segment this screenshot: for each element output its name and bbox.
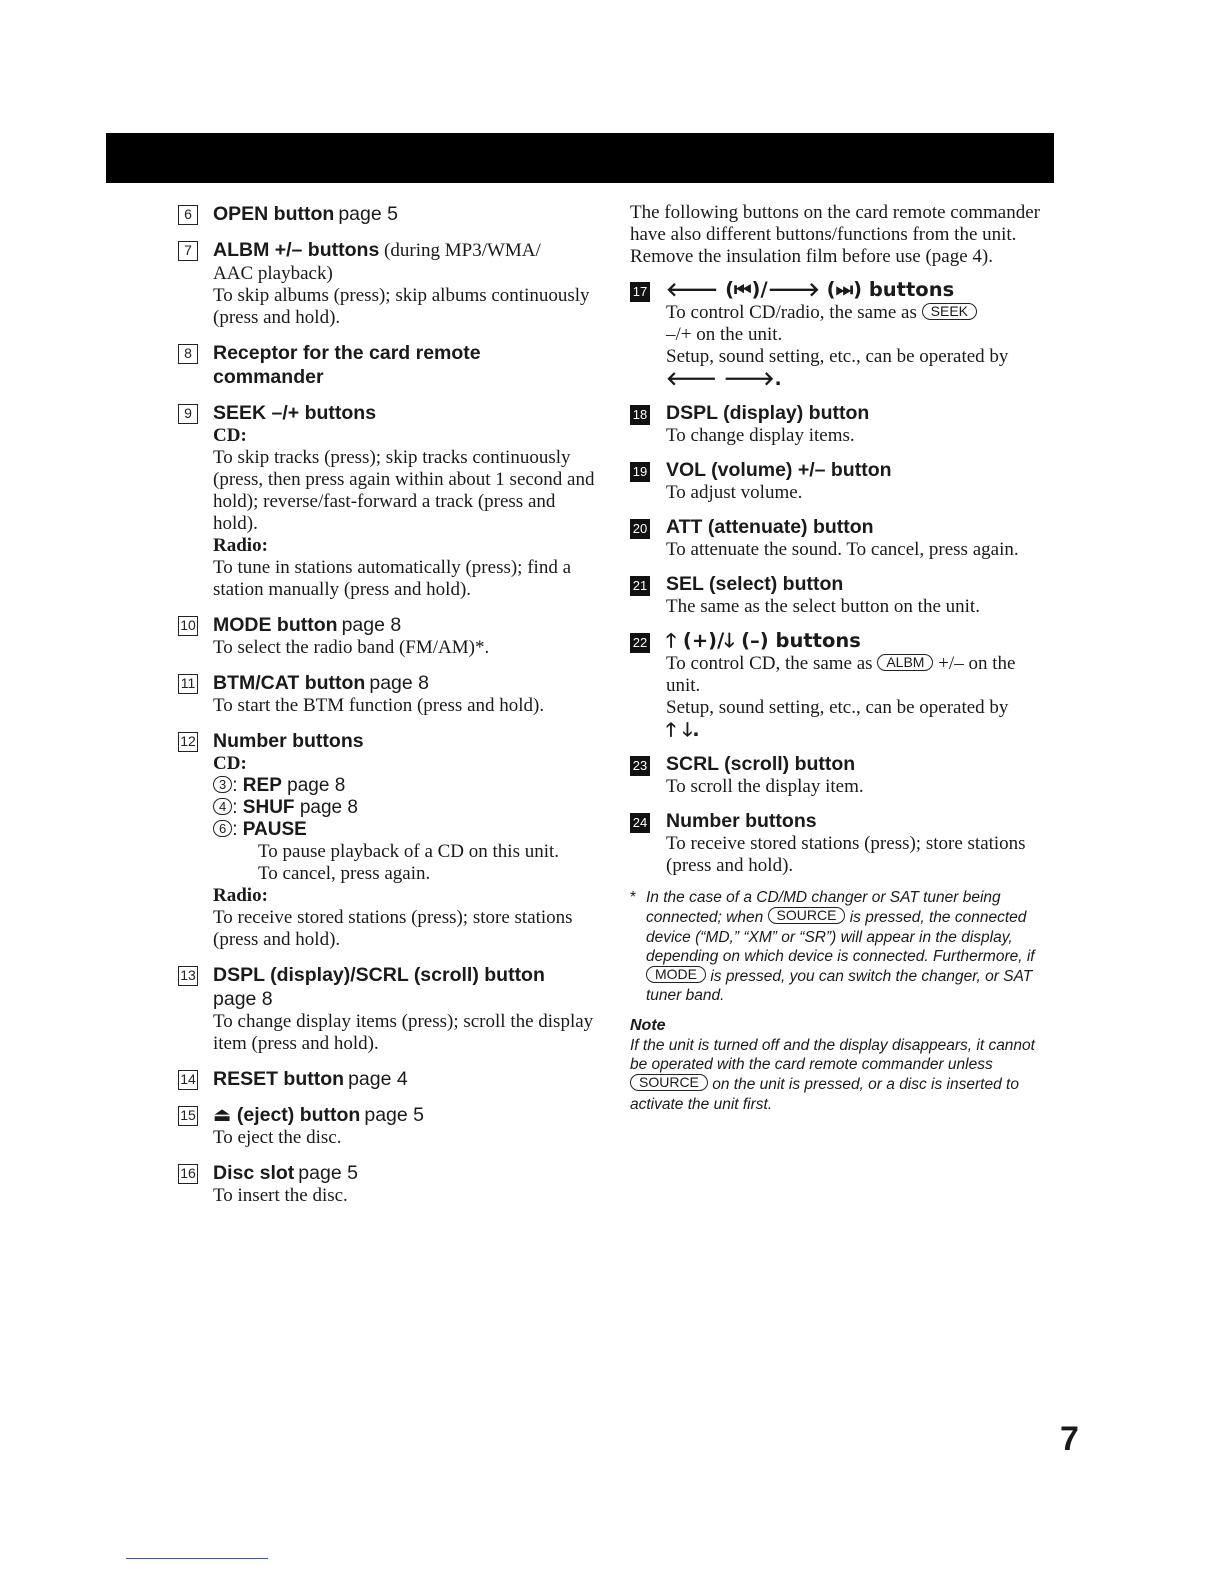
item-btm-cat-button (176, 671, 596, 717)
rep-label: REP (242, 775, 282, 796)
bottom-rule (126, 1558, 268, 1559)
item-number: 15 (178, 1106, 198, 1126)
item-description: To eject the disc. (213, 1127, 342, 1148)
item-eject-button (176, 1103, 596, 1149)
item-title-extra: (during MP3/WMA/ (379, 240, 541, 261)
item-description: To insert the disc. (213, 1185, 348, 1206)
item-sel-button (630, 572, 1045, 618)
footnote (630, 888, 1045, 1006)
radio-label: Radio: (213, 885, 268, 906)
mode-key-icon: MODE (646, 966, 706, 983)
footnote-asterisk: * (630, 889, 637, 906)
item-title: RESET button (213, 1068, 345, 1090)
page-reference: page 5 (338, 203, 398, 225)
pause-description: To pause playback of a CD on this unit. (258, 841, 560, 862)
radio-label: Radio: (213, 535, 268, 556)
item-reset-button (176, 1067, 596, 1091)
item-number: 9 (178, 404, 198, 424)
setup-description: Setup, sound setting, etc., can be operated by (666, 346, 1009, 367)
item-number: 23 (630, 756, 650, 776)
item-description: To scroll the display item. (666, 776, 864, 797)
item-title-extra-2: AAC playback) (213, 263, 333, 284)
up-down-arrow-icon: 🡑 🡓. (666, 719, 700, 741)
note-heading: Note (630, 1016, 666, 1034)
item-title: DSPL (display)/SCRL (scroll) button (213, 964, 545, 986)
shuf-label: SHUF (242, 797, 295, 818)
item-description: To control CD/radio, the same as (666, 302, 917, 323)
item-number: 18 (630, 405, 650, 425)
item-number: 17 (630, 282, 650, 302)
item-scrl-button (630, 752, 1045, 798)
cd-label: CD: (213, 425, 247, 446)
shuf-line: 4 : SHUF page 8 (213, 797, 596, 819)
page-reference: page 8 (341, 614, 402, 636)
item-description: To change display items. (666, 425, 855, 446)
item-number: 6 (178, 205, 198, 225)
page-reference: page 8 (213, 988, 273, 1010)
item-description: To receive stored stations (press); store stations (press and hold). (666, 833, 1026, 876)
cd-description: To skip tracks (press); skip tracks continuously (press, then press again within about 1 second and hold); reverse/fast-forward a track (press and hold). (213, 447, 595, 534)
item-number: 21 (630, 576, 650, 596)
item-number: 22 (630, 633, 650, 653)
item-number: 13 (178, 966, 198, 986)
page-reference: page 5 (298, 1162, 358, 1184)
note-text-b: on the unit is pressed, or a disc is inserted to activate the unit first. (630, 1076, 1019, 1113)
page-reference: page 5 (364, 1104, 424, 1126)
key-4-icon: 4 (213, 798, 232, 815)
item-arrow-buttons (630, 278, 1045, 390)
item-att-button (630, 515, 1045, 561)
pause-line: 6 : PAUSE (213, 819, 596, 841)
item-description-cont: +/– on the unit. (666, 653, 1016, 696)
item-title: 🡑 (+)/🡓 (–) buttons (666, 629, 861, 652)
item-number: 12 (178, 732, 198, 752)
albm-key-icon: ALBM (877, 654, 933, 671)
item-title: SEL (select) button (666, 573, 844, 595)
item-number: 14 (178, 1070, 198, 1090)
key-3-icon: 3 (213, 776, 232, 793)
source-key-icon: SOURCE (630, 1074, 708, 1091)
item-title: SEEK –/+ buttons (213, 402, 377, 424)
right-column (630, 202, 1045, 1114)
note-text-a: If the unit is turned off and the display disappears, it cannot be operated with the card remote commander unless (630, 1036, 1035, 1074)
eject-icon: ⏏ (213, 1103, 232, 1126)
item-title: (eject) button (236, 1104, 361, 1126)
shuf-page: page 8 (299, 797, 358, 818)
item-number-buttons (176, 729, 596, 951)
item-title: MODE button (213, 614, 338, 636)
item-title: Number buttons (666, 810, 817, 832)
item-dspl-button (630, 401, 1045, 447)
item-description: To skip albums (press); skip albums continuously (press and hold). (213, 285, 590, 328)
item-number: 19 (630, 462, 650, 482)
pause-label: PAUSE (242, 819, 307, 840)
rep-page: page 8 (287, 775, 346, 796)
left-right-arrow-icon: 🡐 🡒. (666, 368, 782, 390)
item-title: Number buttons (213, 730, 364, 752)
rep-line: 3 : REP page 8 (213, 775, 596, 797)
radio-description: To tune in stations automatically (press); find a station manually (press and hold). (213, 557, 572, 600)
item-title: Receptor for the card remote (213, 342, 481, 364)
item-title: ATT (attenuate) button (666, 516, 874, 538)
item-number: 20 (630, 519, 650, 539)
item-description: To adjust volume. (666, 482, 803, 503)
item-remote-number-buttons (630, 809, 1045, 877)
item-number: 10 (178, 616, 198, 636)
header-bar (106, 133, 1054, 183)
item-number: 16 (178, 1164, 198, 1184)
item-mode-button (176, 613, 596, 659)
item-open-button (176, 202, 596, 226)
footnote-text-c: is pressed, you can switch the changer, or SAT tuner band. (646, 968, 1033, 1005)
item-number: 24 (630, 813, 650, 833)
pause-cancel-description: To cancel, press again. (258, 863, 431, 884)
page-reference: page 4 (348, 1068, 408, 1090)
item-title: BTM/CAT button (213, 672, 366, 694)
item-description: To control CD, the same as (666, 653, 873, 674)
footnote-text-b: is pressed, the connected device (“MD,” “XM” or “SR”) will appear in the display, depending on which device is connected. Furthermore, if (646, 909, 1035, 965)
item-description: To select the radio band (FM/AM)*. (213, 637, 490, 658)
item-receptor (176, 341, 596, 389)
left-column (176, 202, 596, 1219)
seek-key-icon: SEEK (922, 303, 977, 320)
page-number: 7 (1060, 1420, 1079, 1458)
item-title: ALBM +/– buttons (213, 239, 380, 261)
radio-description: To receive stored stations (press); store stations (press and hold). (213, 907, 573, 950)
setup-description: Setup, sound setting, etc., can be operated by (666, 697, 1009, 718)
item-number: 7 (178, 241, 198, 261)
item-title-line2: commander (213, 366, 324, 388)
item-title: OPEN button (213, 203, 335, 225)
page-reference: page 8 (369, 672, 429, 694)
item-title: 🡐 (⏮)/🡒 (⏭) buttons (666, 278, 955, 301)
key-6-icon: 6 (213, 820, 232, 837)
item-disc-slot (176, 1161, 596, 1207)
item-description: To change display items (press); scroll the display item (press and hold). (213, 1011, 594, 1054)
item-number: 8 (178, 344, 198, 364)
source-key-icon: SOURCE (768, 907, 846, 924)
note-body (630, 1036, 1045, 1114)
footnote-text-a: In the case of a CD/MD changer or SAT tuner being connected; when (646, 889, 1001, 927)
item-description-cont: –/+ on the unit. (666, 324, 783, 345)
remote-intro-text: The following buttons on the card remote commander have also different buttons/functions from the unit. Remove the insulation film before use (page 4). (630, 202, 1040, 267)
item-description: To start the BTM function (press and hold). (213, 695, 545, 716)
item-description: To attenuate the sound. To cancel, press again. (666, 539, 1019, 560)
item-title: SCRL (scroll) button (666, 753, 856, 775)
item-title: DSPL (display) button (666, 402, 870, 424)
cd-label: CD: (213, 753, 247, 774)
item-dspl-scrl-button (176, 963, 596, 1055)
item-description: The same as the select button on the unit. (666, 596, 980, 617)
item-up-down-buttons (630, 629, 1045, 741)
item-title: VOL (volume) +/– button (666, 459, 892, 481)
item-seek-buttons (176, 401, 596, 601)
item-number: 11 (178, 674, 198, 694)
item-albm-buttons (176, 238, 596, 329)
item-vol-button (630, 458, 1045, 504)
item-title: Disc slot (213, 1162, 295, 1184)
